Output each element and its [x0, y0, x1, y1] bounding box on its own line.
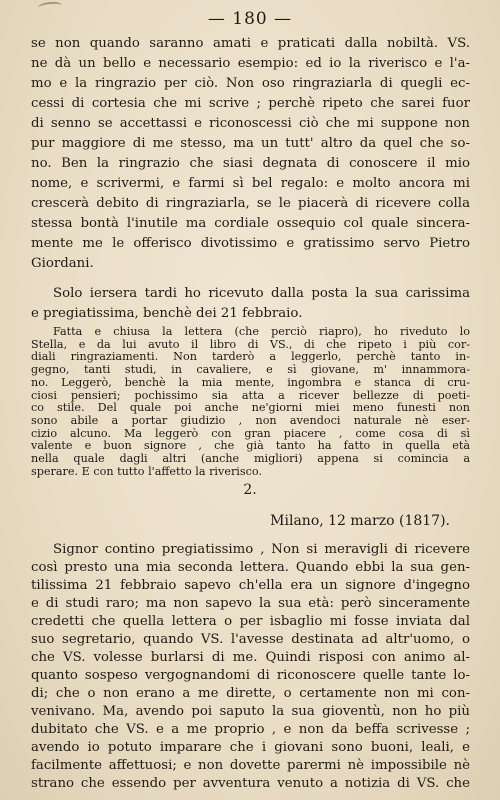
text-line: cizio alcuno. Ma leggerò con gran piacere , come cosa di sì: [31, 426, 470, 440]
text-line: pur maggiore di me stesso, ma un tutt' altro da quel che so-: [31, 136, 470, 151]
text-line: Stella, e da lui avuto il libro di VS., di che ripeto i più cor-: [31, 337, 470, 351]
text-line: ciosi pensieri; pochissimo sia atta a ricever bellezze di poeti-: [31, 388, 470, 402]
text-line: facilmente affettuosi; e non dovette parermi nè impossibile nè: [31, 758, 470, 773]
text-line: che VS. volesse burlarsi di me. Quindi risposi con animo al-: [31, 650, 470, 665]
text-line: gegno, tanti studi, in cavaliere, e sì giovane, m' innammora-: [31, 363, 470, 377]
text-line: co stile. Del quale poi anche ne'giorni miei meno funesti non: [31, 401, 470, 415]
text-line: strano che essendo per avventura venuto a notizia di VS. che: [31, 776, 470, 791]
text-line: venivano. Ma, avendo poi saputo la sua gioventù, non ho più: [31, 704, 470, 719]
text-line: sono abile a portar giudizio , non avendoci naturale nè eser-: [31, 413, 470, 427]
text-line: Giordani.: [31, 256, 94, 271]
text-line: di; che o non erano a me dirette, o certamente non mi con-: [31, 686, 470, 701]
text-line: se non quando saranno amati e praticati dalla nobiltà. VS.: [31, 36, 470, 51]
text-line: Fatta e chiusa la lettera (che perciò riapro), ho riveduto lo: [53, 325, 470, 338]
text-line: tilissima 21 febbraio sapevo ch'ella era un signore d'ingegno: [31, 578, 470, 593]
text-line: Signor contino pregiatissimo , Non si meravigli di ricevere: [53, 542, 470, 557]
text-line: cessi di cortesia che mi scrive ; perchè ripeto che sarei fuor: [31, 96, 470, 111]
page-number: — 180 —: [207, 9, 293, 29]
text-line: valente e buon signore , che già tanto ha fatto in quella età: [31, 439, 470, 453]
text-line: nome, e scrivermi, e farmi sì bel regalo: e molto ancora mi: [31, 176, 470, 191]
text-line: e di studi raro; ma non sapevo la sua età: però sinceramente: [31, 596, 470, 611]
dateline: Milano, 12 marzo (1817).: [270, 513, 450, 529]
text-line: dubitato che VS. e a me proprio , e non da beffa scrivesse ;: [31, 722, 470, 737]
text-line: Solo iersera tardi ho ricevuto dalla posta la sua carissima: [53, 286, 470, 301]
text-line: ne dà un bello e necessario esempio: ed io la riverisco e l'a-: [31, 56, 470, 71]
text-line: stessa bontà l'inutile ma cordiale ossequio col quale sincera-: [31, 216, 470, 231]
text-line: suo segretario, quando VS. l'avesse destinata ad altr'uomo, o: [31, 632, 470, 647]
text-line: mente me le offerisco divotissimo e gratissimo servo Pietro: [31, 236, 470, 251]
section-number: 2.: [243, 482, 257, 498]
text-line: quanto sospeso vergognandomi di riconoscere quelle tante lo-: [31, 668, 470, 683]
text-line: no. Leggerò, benchè la mia mente, ingombra e stanca di cru-: [31, 375, 470, 389]
text-line: così presto una mia seconda lettera. Quando ebbi la sua gen-: [31, 560, 470, 575]
text-line: credetti che quella lettera o per isbaglio mi fosse inviata dal: [31, 614, 470, 629]
text-line: mo e la ringrazio per ciò. Non oso ringraziarla di quegli ec-: [31, 76, 470, 91]
text-line: di senno se accettassi e riconoscessi ciò che mi suppone non: [31, 116, 470, 131]
text-line: nella quale dagli altri (anche migliori) appena si comincia a: [31, 452, 470, 465]
text-line: crescerà debito di ringraziarla, se le piacerà di ricevere colla: [31, 196, 470, 211]
text-line: e pregiatissima, benchè dei 21 febbraio.: [31, 306, 303, 321]
text-line: diali ringraziamenti. Non tarderò a leggerlo, perchè tanto in-: [31, 350, 470, 364]
text-line: no. Ben la ringrazio che siasi degnata di conoscere il mio: [31, 156, 470, 171]
text-line: sperare. E con tutto l'affetto la riverisco.: [31, 464, 262, 478]
text-line: avendo io potuto imparare che i giovani sono buoni, leali, e: [31, 740, 470, 755]
